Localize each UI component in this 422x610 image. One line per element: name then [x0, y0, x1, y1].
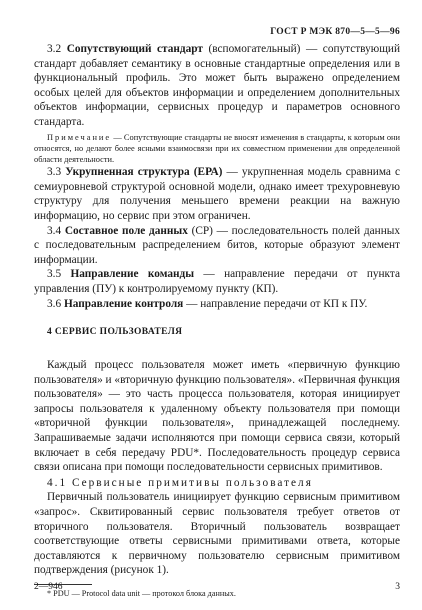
term: Составное поле данных	[64, 224, 188, 237]
note	[34, 132, 400, 166]
definition-text: — направление передачи от КП к ПУ.	[183, 297, 368, 310]
footer-code: 2—946	[34, 582, 63, 592]
footnote: * PDU — Protocol data unit — протокол блока данных.	[47, 589, 236, 599]
subsection-4-1-paragraph: Первичный пользователь инициирует функцию сервисным примитивом «запрос». Сквитированный сервис пользователя требует ответов от вторичного пользователя. Вторичный пользователь возвращает соответствующие ответы сервисными примитивами ответа, которые доставляются к первичному пользователю сервисным примитивом подтверждения (рисунок 1).	[34, 491, 400, 577]
note-label: Примечание	[47, 132, 112, 142]
page-body	[34, 42, 400, 599]
clause-number: 3.2	[47, 43, 62, 55]
clause-number: 3.3	[47, 166, 62, 179]
definition-text: — направление передачи от пункта управления (ПУ) к контролируемому пункту (КП).	[34, 268, 400, 295]
clause-number: 3.5	[47, 268, 62, 281]
clause-number: 3.4	[47, 224, 62, 237]
page-header: ГОСТ Р МЭК 870—5—5—96	[270, 27, 400, 37]
term: Направление команды	[70, 268, 195, 281]
definition-3-4	[34, 224, 400, 268]
term: Сопутствующий стандарт	[66, 43, 203, 55]
definition-3-6	[34, 297, 400, 312]
section-heading: 4 СЕРВИС ПОЛЬЗОВАТЕЛЯ	[47, 327, 183, 338]
term: Укрупненная структура (ЕРА)	[65, 166, 223, 179]
page-number: 3	[395, 582, 400, 592]
term: Направление контроля	[63, 297, 184, 310]
clause-number: 3.6	[47, 297, 62, 310]
definition-3-5	[34, 267, 400, 296]
definition-text: (СР) — последовательность полей данных с последовательным распределением битов, которые образуют элемент информации.	[34, 224, 400, 266]
section-4-paragraph: Каждый процесс пользователя может иметь «первичную функцию пользователя» и «вторичную функцию пользователя». «Первичная функция пользователя» — это часть процесса пользователя, которая инициирует запросы пользователя к удаленному объекту пользователя при помощи «вторичной функции пользователя», принадлежащей последнему. Запрашиваемые задачи исполняются при помощи сервиса связи, который включает в себя передачу PDU*. Последовательность процедур сервиса связи описана при помощи последовательности сервисных примитивов.	[34, 359, 400, 474]
definition-3-2	[34, 42, 400, 130]
definition-text: (вспомогательный) — сопутствующий стандарт добавляет семантику в основные стандартные определения или в функциональный профиль. Это может быть выражено определением особых целей для объектов информации и определением дополнительных объектов информации, сервисных процедур и параметров основного стандарта.	[34, 43, 401, 128]
subsection-heading: 4.1 Сервисные примитивы пользователя	[47, 476, 313, 489]
definition-text: — укрупненная модель сравнима с семиуровневой структурой основной модели, однако имеет трехуровневую структуру для получения меньшего времени реакции на важную информацию, но сервис при этом ограничен.	[34, 166, 400, 222]
definition-3-3	[34, 165, 400, 223]
note-text: — Сопутствующие стандарты не вносят изменения в стандарты, к которым они относятся, но делают более ясными взаимосвязи при их совместном применении для определенной области деятельности.	[34, 132, 400, 164]
